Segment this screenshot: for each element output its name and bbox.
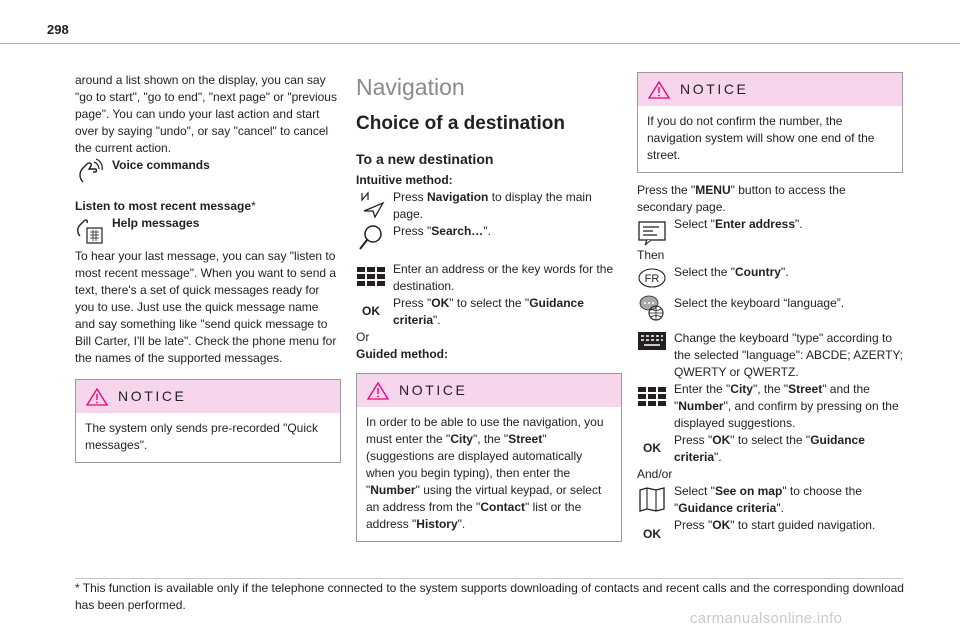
press-ok-text: Press "OK" to select the "Guidance criteria". — [674, 433, 865, 464]
column-right — [637, 72, 903, 541]
notice-header — [357, 374, 621, 407]
guided-method-label: Guided method: — [356, 347, 448, 361]
select-country: Select the "Country". — [674, 265, 789, 279]
column-left — [75, 72, 341, 463]
notice-header — [638, 73, 902, 106]
footnote: * This function is available only if the telephone connected to the system supports downloading of contacts and recent calls and the corresponding download has been performed. — [75, 581, 904, 612]
footnote-divider — [75, 578, 903, 579]
enter-address-text: Enter an address or the key words for the destination. — [393, 262, 614, 293]
select-enter-address: Select "Enter address". — [674, 217, 803, 231]
keyboard-icon — [637, 384, 667, 412]
notice-box-quick-messages — [75, 379, 341, 463]
ok-step-row — [356, 295, 622, 329]
help-messages-label: Help messages — [112, 216, 200, 230]
press-ok-text: Press "OK" to select the "Guidance criteria". — [393, 296, 584, 327]
change-keyboard-type: Change the keyboard "type" according to the selected "language": ABCDE; AZERTY; QWERTY or QWERTZ. — [674, 331, 903, 379]
search-step-row — [356, 223, 622, 257]
warning-icon — [366, 381, 390, 401]
voice-commands-label: Voice commands — [112, 158, 210, 172]
listen-message-command: Listen to most recent message* — [75, 199, 256, 213]
intro-paragraph: around a list shown on the display, you can say "go to start", "go to end", "next page" or "previous page". You can undo your last action and start over by saying "undo", or say "cancel" to cancel the current action. — [75, 73, 337, 155]
navigation-step-row — [356, 189, 622, 223]
voice-commands-row — [75, 157, 341, 188]
help-messages-icon — [75, 216, 105, 244]
ok-button-icon: OK — [643, 527, 661, 541]
country-row — [637, 264, 903, 291]
country-flag-icon — [637, 266, 667, 294]
and-or-label: And/or — [637, 467, 673, 481]
start-navigation-row — [637, 517, 903, 541]
notice-title: NOTICE — [118, 388, 187, 404]
keyboard-language-row — [637, 295, 903, 324]
enter-address-row — [637, 216, 903, 247]
navigation-arrow-icon — [356, 190, 386, 218]
keyboard-type-icon — [637, 330, 667, 358]
subsection-title: Choice of a destination — [356, 113, 566, 134]
warning-icon — [647, 80, 671, 100]
watermark: carmanualsonline.info — [690, 610, 843, 627]
header-divider — [0, 43, 960, 44]
keyboard-language-icon — [637, 294, 667, 322]
address-card-icon — [637, 220, 667, 248]
then-label: Then — [637, 248, 665, 262]
select-see-on-map: Select "See on map" to choose the "Guidance criteria". — [674, 484, 862, 515]
press-search-text: Press "Search…". — [393, 224, 491, 238]
press-navigation-text: Press Navigation to display the main page. — [393, 190, 592, 221]
search-icon — [356, 223, 386, 251]
enter-city-row — [637, 381, 903, 432]
notice-text: If you do not confirm the number, the navigation system will show one end of the street. — [647, 114, 875, 162]
keyboard-type-row — [637, 330, 903, 381]
quick-messages-paragraph: To hear your last message, you can say "listen to most recent message". When you want to send a text, there's a set of quick messages ready for you to use. Just use the quick message name and say something like "send quick message to Bill Carter, I'll be late". Check the phone menu for the names of the supported messages. — [75, 249, 337, 365]
notice-box-street — [637, 72, 903, 173]
voice-command-icon — [75, 158, 105, 186]
notice-header — [76, 380, 340, 413]
notice-title: NOTICE — [399, 382, 468, 398]
menu-text: Press the "MENU" button to access the secondary page. — [637, 183, 846, 214]
section-title: Navigation — [356, 74, 465, 100]
page-number: 298 — [47, 22, 69, 37]
warning-icon — [85, 387, 109, 407]
country-code: FR — [644, 273, 660, 285]
intuitive-method-label: Intuitive method: — [356, 173, 453, 187]
keyboard-icon — [356, 264, 386, 292]
or-label: Or — [356, 330, 370, 344]
enter-address-row — [356, 261, 622, 295]
help-messages-row — [75, 215, 341, 244]
notice-text: In order to be able to use the navigation, you must enter the "City", the "Street" (suggestions are displayed automatically when you begin typing), then enter the "Number" using the virtual keypad, or select an address from the "Contact" list or the address "History". — [366, 415, 604, 531]
see-on-map-row — [637, 483, 903, 517]
ok-button-icon: OK — [362, 304, 380, 318]
notice-title: NOTICE — [680, 81, 749, 97]
notice-box-navigation — [356, 373, 622, 542]
map-icon — [637, 486, 667, 514]
subheading: To a new destination — [356, 151, 494, 167]
enter-city-street-text: Enter the "City", the "Street" and the "Number", and confirm by pressing on the displayed suggestions. — [674, 382, 899, 430]
start-navigation-text: Press "OK" to start guided navigation. — [674, 518, 876, 532]
ok-button-icon: OK — [643, 441, 661, 455]
notice-text: The system only sends pre-recorded "Quick messages". — [85, 421, 319, 452]
column-middle — [356, 72, 622, 542]
ok-step-row — [637, 432, 903, 466]
select-keyboard-language: Select the keyboard “language”. — [674, 296, 845, 310]
